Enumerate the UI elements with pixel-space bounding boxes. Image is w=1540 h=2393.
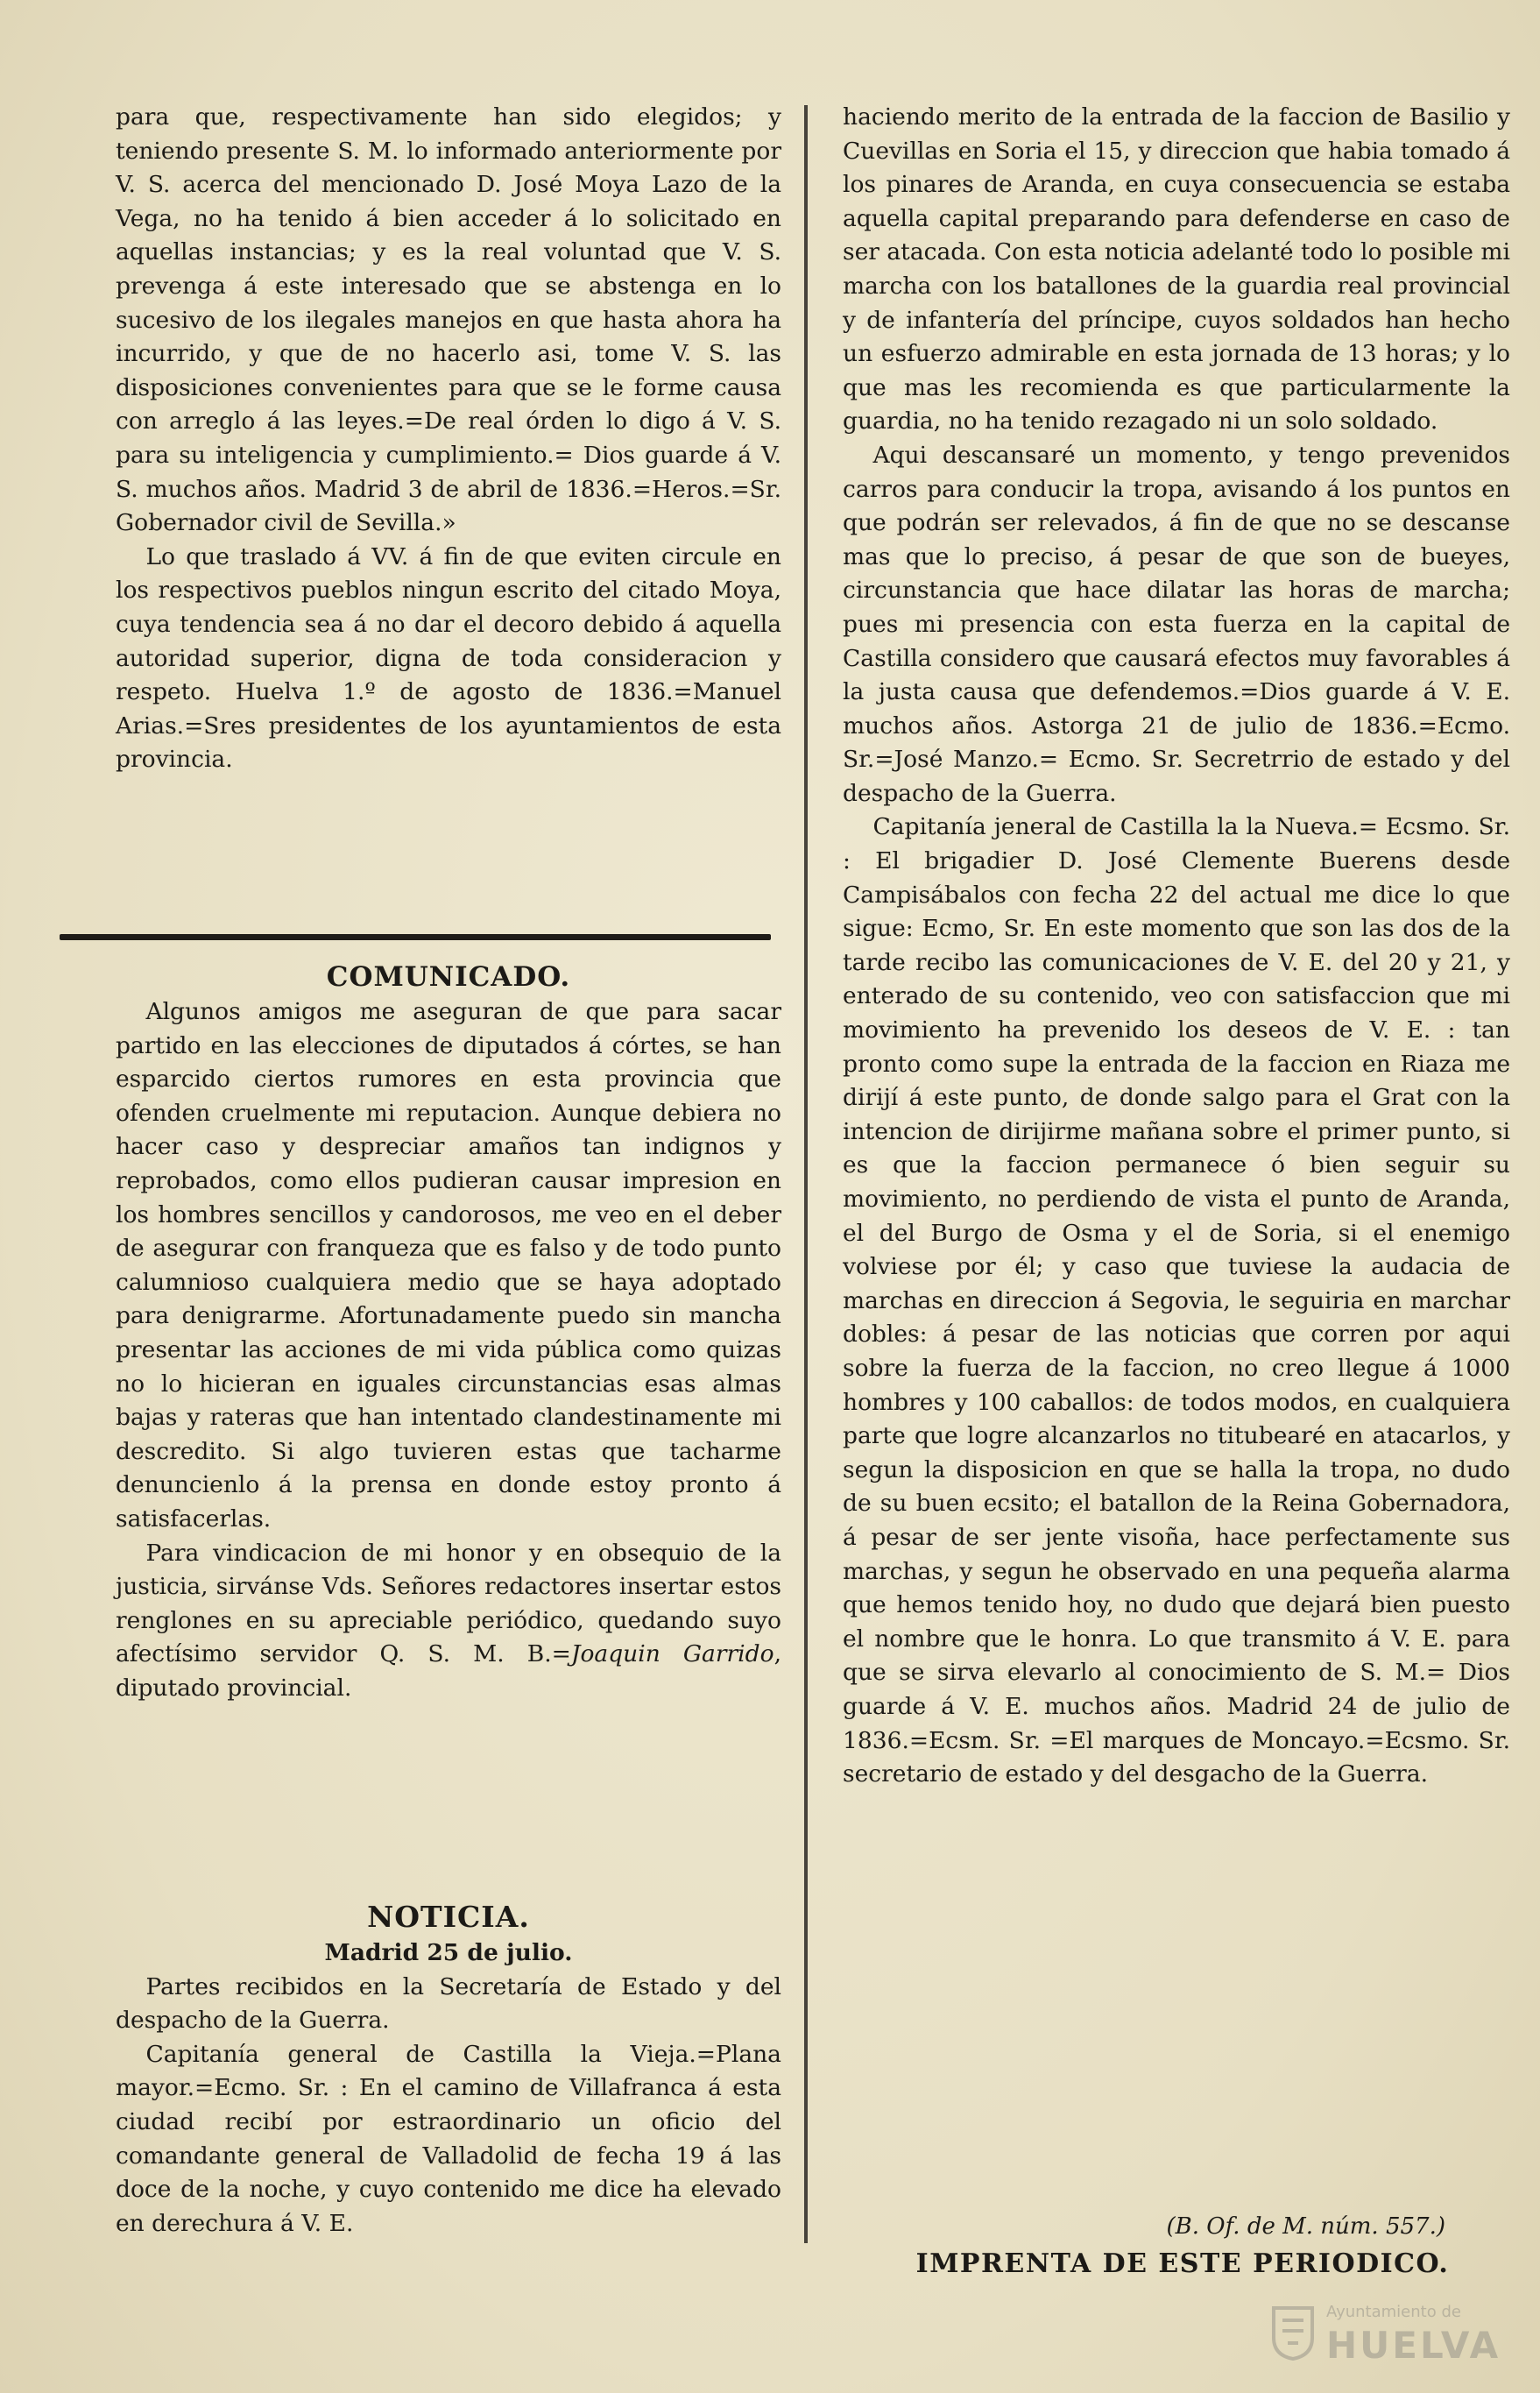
watermark-line-1: Ayuntamiento de [1326,2303,1461,2321]
noticia-heading: NOTICIA. [367,1900,530,1934]
comunicado-body [116,995,781,1705]
left-column-top [116,101,781,777]
comunicado-text: Para vindicacion de mi honor y en obsequio de la justicia, sirvánse Vds. Señores redactores insertar estos renglones en su apreciable periódico, quedando suyo afectísimo servidor Q. S. M. B.= [116,1539,781,1668]
section-divider [60,934,771,940]
column-divider [804,105,808,2243]
noticia-body [116,1936,781,2241]
right-paragraph-2: Aqui descansaré un momento, y tengo prevenidos carros para conducir la tropa, avisando á los puntos en que podrán ser relevados, á fin de que no se descanse mas que lo preciso, á pesar de que son de bueyes, circunstancia que hace dilatar las horas de marcha; pues mi presencia con esta fuerza en la capital de Castilla considero que causará efectos muy favorables á la justa causa que defendemos.=Dios guarde á V. E. muchos años. Astorga 21 de julio de 1836.=Ecmo. Sr.=José Manzo.= Ecmo. Sr. Secretrrio de estado y del despacho de la Guerra. [843,441,1510,807]
left-paragraph-1: para que, respectivamente han sido elegidos; y teniendo presente S. M. lo informado anteriormente por V. S. acerca del mencionado D. José Moya Lazo de la Vega, no ha tenido á bien acceder á lo solicitado en aquellas instancias; y es la real voluntad que V. S. prevenga á este interesado que se abstenga en lo sucesivo de los ilegales manejos en que hasta ahora ha incurrido, y que de no hacerlo asi, tome V. S. las disposiciones convenientes para que se le forme causa con arreglo á las leyes.=De real órden lo digo á V. S. para su inteligencia y cumplimiento.= Dios guarde á V. S. muchos años. Madrid 3 de abril de 1836.=Heros.=Sr. Gobernador civil de Sevilla.» [116,103,781,537]
noticia-dateline: Madrid 25 de julio. [324,1939,573,1966]
imprenta-footer: IMPRENTA DE ESTE PERIODICO. [915,2248,1450,2279]
noticia-paragraph-1: Partes recibidos en la Secretaría de Estado y del despacho de la Guerra. [116,1972,781,2035]
watermark-line-2: HUELVA [1326,2324,1501,2367]
comunicado-signature: Joaquin Garrido [570,1640,774,1668]
right-paragraph-1: haciendo merito de la entrada de la faccion de Basilio y Cuevillas en Soria el 15, y direccion que habia tomado á los pinares de Aranda, en cuya consecuencia se estaba aquella capital preparando para defenderse en caso de ser atacada. Con esta noticia adelanté todo lo posible mi marcha con los batallones de la guardia real provincial y de infantería del príncipe, cuyos soldados han hecho un esfuerzo admirable en esta jornada de 13 horas; y lo que mas les recomienda es que particularmente la guardia, no ha tenido rezagado ni un solo soldado. [843,103,1510,435]
right-column [843,101,1510,1792]
comunicado-paragraph-2 [116,1537,781,1706]
noticia-paragraph-2: Capitanía general de Castilla la Vieja.=Plana mayor.=Ecmo. Sr. : En el camino de Villafranca á esta ciudad recibí por estraordinario un oficio del comandante general de Valladolid de fecha 19 á las doce de la noche, y cuyo contenido me dice ha elevado en derechura á V. E. [116,2040,781,2237]
comunicado-paragraph-1: Algunos amigos me aseguran de que para sacar partido en las elecciones de diputados á córtes, se han esparcido ciertos rumores en esta provincia que ofenden cruelmente mi reputacion. Aunque debiera no hacer caso y despreciar amaños tan indignos y reprobados, como ellos pudieran causar impresion en los hombres sencillos y candorosos, me veo en el deber de asegurar con franqueza que es falso y de todo punto calumnioso cualquiera medio que se haya adoptado para denigrarme. Afortunadamente puedo sin mancha presentar las acciones de mi vida pública como quizas no lo hicieran en iguales circunstancias esas almas bajas y rateras que han intentado clandestinamente mi descredito. Si algo tuvieren estas que tacharme denuncienlo á la prensa en donde estoy pronto á satisfacerlas. [116,998,781,1533]
right-paragraph-3: Capitanía jeneral de Castilla la la Nueva.= Ecsmo. Sr. : El brigadier D. José Clemente Buerens desde Campisábalos con fecha 22 del actual me dice lo que sigue: Ecmo, Sr. En este momento que son las dos de la tarde recibo las comunicaciones de V. E. del 20 y 21, y enterado de su contenido, veo con satisfaccion que mi movimiento ha prevenido los deseos de V. E. : tan pronto como supe la entrada de la faccion en Riaza me dirijí á este punto, de donde salgo para el Grat con la intencion de dirijirme mañana sobre el primer punto, si es que la faccion permanece ó bien seguir su movimiento, no perdiendo de vista el punto de Aranda, el del Burgo de Osma y el de Soria, si el enemigo volviese por él; y caso que tuviese la audacia de marchas en direccion á Segovia, le seguiria en marchar dobles: á pesar de las noticias que corren por aqui sobre la fuerza de la faccion, no creo llegue á 1000 hombres y 100 caballos: de todos modos, en cualquiera parte que logre alcanzarlos no titubearé en atacarlos, y segun la disposicion en que se halla la tropa, no dudo de su buen ecsito; el batallon de la Reina Gobernadora, á pesar de ser jente visoña, hace perfectamente sus marchas, y segun he observado en una pequeña alarma que hemos tenido hoy, no dudo que dejará bien puesto el nombre que le honra. Lo que transmito á V. E. para que se sirva elevarlo al conocimiento de S. M.= Dios guarde á V. E. muchos años. Madrid 24 de julio de 1836.=Ecsm. Sr. =El marques de Moncayo.=Ecsmo. Sr. secretario de estado y del desgacho de la Guerra. [843,813,1510,1788]
comunicado-heading: COMUNICADO. [326,961,571,993]
left-paragraph-2: Lo que traslado á VV. á fin de que eviten circule en los respectivos pueblos ningun escrito del citado Moya, cuya tendencia sea á no dar el decoro debido á aquella autoridad superior, digna de toda consideracion y respeto. Huelva 1.º de agosto de 1836.=Manuel Arias.=Sres presidentes de los ayuntamientos de esta provincia. [116,542,781,774]
comunicado-signature-role: , diputado provincial. [116,1640,781,1702]
seal-icon [1270,2305,1316,2361]
source-citation: (B. Of. de M. núm. 557.) [1166,2213,1445,2240]
watermark [1253,2294,1515,2373]
